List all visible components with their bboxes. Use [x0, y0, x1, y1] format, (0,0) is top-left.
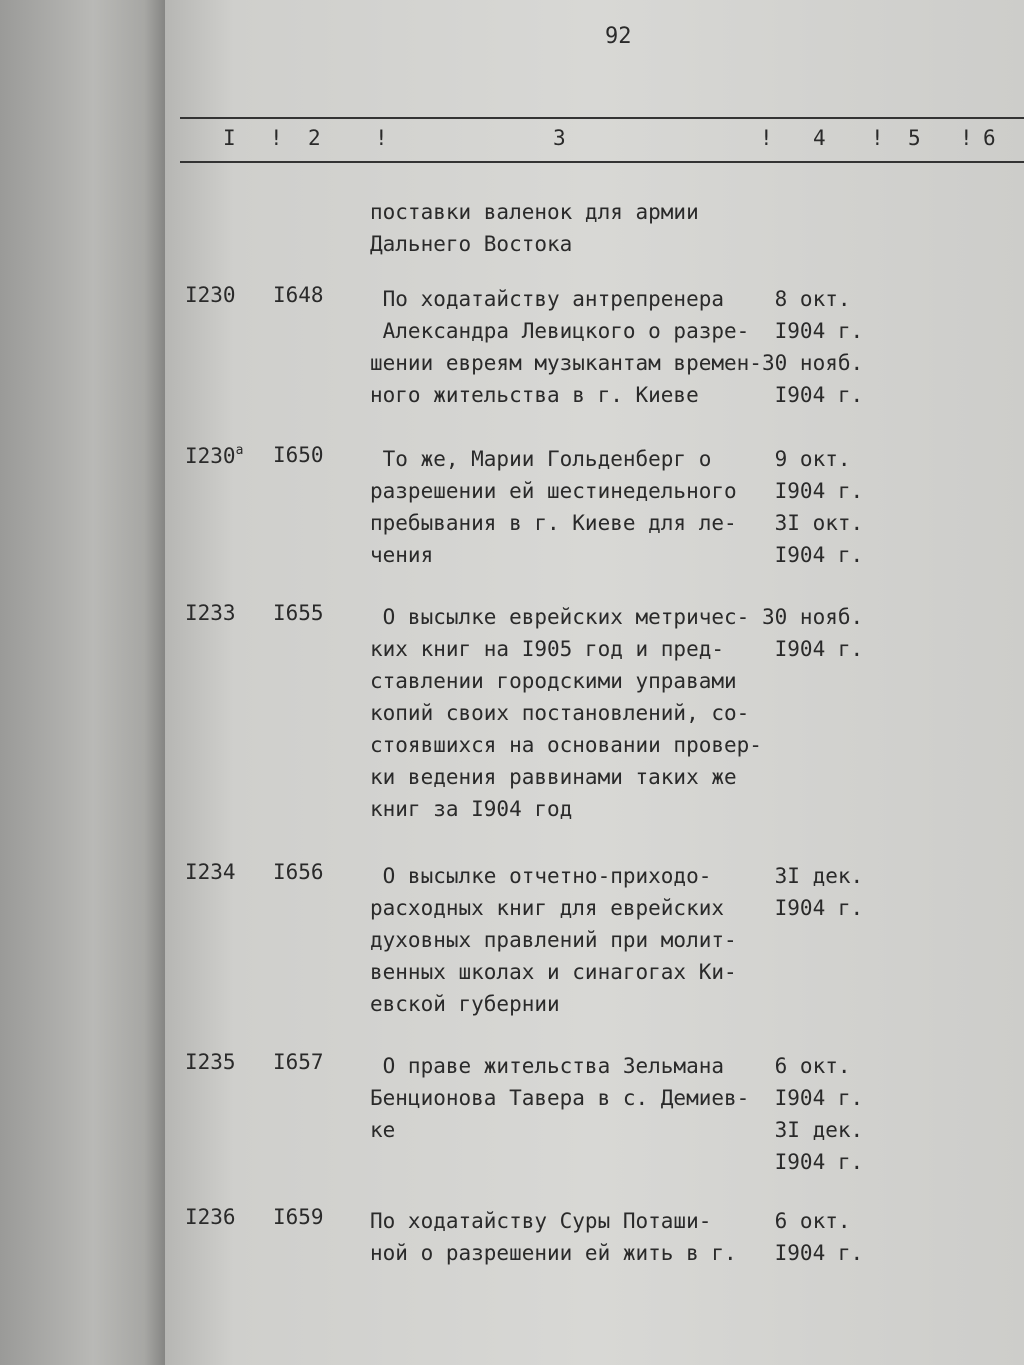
header-sep-4: ! — [871, 126, 884, 150]
row-dates: 6 окт. I904 г. — [774, 1209, 864, 1265]
row-text: То же, Марии Гольденберг о разрешении ей шестинедельного пребывания в г. Киеве для ле- чения — [370, 447, 737, 567]
header-sep-3: ! — [760, 126, 773, 150]
row-number-suffix: а — [235, 443, 244, 458]
file-number: I657 — [273, 1050, 324, 1074]
row-dates: 9 окт. I904 г. 3I окт. I904 г. — [774, 447, 864, 567]
file-number: I648 — [273, 283, 324, 307]
header-sep-2: ! — [375, 126, 388, 150]
document-page — [165, 0, 1024, 1365]
header-sep-1: ! — [270, 126, 283, 150]
header-col-6: 6 — [983, 126, 996, 150]
header-col-2: 2 — [308, 126, 321, 150]
header-col-3: 3 — [553, 126, 566, 150]
row-dates: 30 нояб. I904 г. — [762, 605, 864, 661]
file-number: I656 — [273, 860, 324, 884]
row-text: По ходатайству Суры Поташи- ной о разрешении ей жить в г. — [370, 1209, 737, 1265]
header-col-5: 5 — [908, 126, 921, 150]
continuation-text: поставки валенок для армии Дальнего Востока — [370, 200, 699, 256]
row-dates: 3I дек. I904 г. — [774, 864, 864, 920]
header-rule-top — [180, 117, 1024, 119]
row-text: О высылке еврейских метричес- ких книг на I905 год и пред- ставлении городскими управами копий своих постановлений, со- стоявшихся на основании провер- ки ведения раввинами таких же книг за I904 год — [370, 605, 762, 821]
row-text: О высылке отчетно-приходо- расходных книг для еврейских духовных правлений при молит- венных школах и синагогах Ки- евской губернии — [370, 864, 737, 1016]
row-number: I236 — [185, 1205, 236, 1229]
header-col-4: 4 — [813, 126, 826, 150]
file-number: I650 — [273, 443, 324, 467]
header-col-1: I — [223, 126, 236, 150]
row-number: $I230^а$ — [185, 443, 244, 468]
header-rule-bottom — [180, 161, 1024, 163]
row-dates: 6 окт. I904 г. 3I дек. I904 г. — [774, 1054, 864, 1174]
row-number: I234 — [185, 860, 236, 884]
row-text: О праве жительства Зельмана Бенционова Тавера в с. Демиев- ке — [370, 1054, 750, 1142]
row-dates: 8 окт. I904 г. 30 нояб. I904 г. — [762, 287, 864, 407]
row-number: I233 — [185, 601, 236, 625]
file-number: I659 — [273, 1205, 324, 1229]
row-number: I230 — [185, 283, 236, 307]
facing-page — [0, 0, 170, 1365]
row-number: I235 — [185, 1050, 236, 1074]
page-number: 92 — [605, 24, 632, 49]
file-number: I655 — [273, 601, 324, 625]
row-text: По ходатайству антрепренера Александра Левицкого о разре- шении евреям музыкантам времен- ного жительства в г. Киеве — [370, 287, 762, 407]
header-sep-5: ! — [960, 126, 973, 150]
